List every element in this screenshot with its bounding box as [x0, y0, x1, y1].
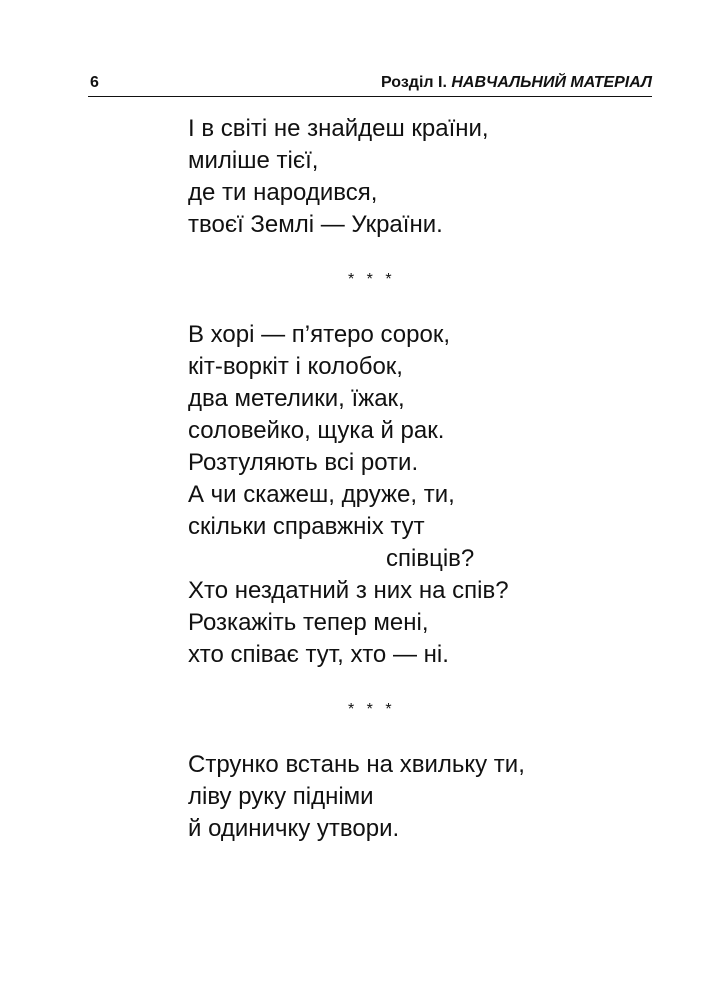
header-rule	[88, 96, 652, 97]
poem-line: де ти народився,	[188, 179, 378, 206]
poem-line: миліше тієї,	[188, 147, 319, 174]
poem-line: й одиничку утвори.	[188, 815, 400, 842]
poem-line: Струнко встань на хвильку ти,	[188, 751, 525, 778]
running-head	[381, 74, 652, 92]
stanza-separator: * * *	[348, 701, 396, 718]
stanza-separator: * * *	[348, 271, 396, 288]
poem-line: кіт-воркіт і колобок,	[188, 353, 403, 380]
poem-line: А чи скажеш, друже, ти,	[188, 481, 455, 508]
chapter-subtitle: НАВЧАЛЬНИЙ МАТЕРІАЛ	[451, 74, 652, 91]
stanza-2	[188, 319, 568, 671]
poem-line: твоєї Землі — України.	[188, 211, 443, 238]
poem-line: хто співає тут, хто — ні.	[188, 641, 449, 668]
poem-line: соловейко, щука й рак.	[188, 417, 445, 444]
chapter-label: Розділ І.	[381, 74, 447, 91]
poem-line: В хорі — п’ятеро сорок,	[188, 321, 451, 348]
poem-line: скільки справжніх тут	[188, 513, 425, 540]
poem-line: ліву руку підніми	[188, 783, 374, 810]
poem-line: Хто нездатний з них на спів?	[188, 577, 509, 604]
poem-line-indented: співців?	[386, 545, 475, 572]
page-header	[88, 72, 652, 96]
poem-body	[188, 113, 568, 845]
poem-line: Розтуляють всі роти.	[188, 449, 419, 476]
stanza-1	[188, 113, 568, 241]
poem-line: два метелики, їжак,	[188, 385, 405, 412]
poem-line: Розкажіть тепер мені,	[188, 609, 429, 636]
poem-line: І в світі не знайдеш країни,	[188, 115, 489, 142]
page-number: 6	[90, 74, 99, 91]
stanza-3	[188, 749, 568, 845]
